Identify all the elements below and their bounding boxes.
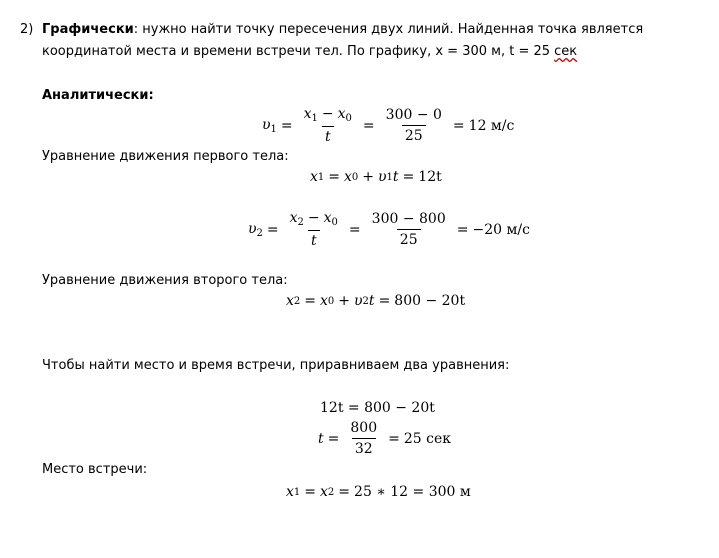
t-result: 25 сек [403,430,451,447]
place-result: 25 ∗ 12 = 300 м [354,484,471,500]
equation2-label: Уравнение движения второго тела: [42,273,288,288]
fraction-300-800-over-25: $\frac{300 - 800}{25}$ [371,211,446,248]
equation-t: t = $\frac{800}{32}$ = 25 сек [318,420,451,457]
equation-v2: $\upsilon_2$ = $\frac{x_2 - x_0}{t}$ = $\frac{300 - 800}{25}$ = −20 м/с [248,210,530,249]
equation-v1: $\upsilon_1$ = $\frac{x_1 - x_0}{t}$ = $\frac{300 - 0}{25}$ = 12 м/с [262,106,515,145]
equation-x1: x 1 = x 0 + υ 1 t = 12t [310,169,442,185]
item-number: 2) [20,22,34,37]
graphic-bold-label: Графически [42,22,134,37]
analytic-heading: Аналитически: [42,88,154,103]
equation-place: x 1 = x 2 = 25 ∗ 12 = 300 м [286,484,471,500]
graphic-line-1 [42,22,643,37]
x2-result: 800 − 20t [394,293,466,309]
v2-result: −20 м/с [472,221,530,238]
graphic-line-2 [42,44,577,59]
graphic-text-line2: координатой места и времени встречи тел. По графику, x = 300 м, t = 25 [42,44,555,59]
equation-equal: 12t = 800 − 20t [320,400,435,416]
fraction-800-over-32: $\frac{800}{32}$ [350,420,378,457]
fraction-x2-x0-over-t: $\frac{x_2 - x_0}{t}$ [289,210,338,249]
v1-result: 12 м/с [468,117,515,134]
equation1-label: Уравнение движения первого тела: [42,149,289,164]
equation-x2: x 2 = x 0 + υ 2 t = 800 − 20t [286,293,466,309]
x1-result: 12t [418,169,442,185]
meeting-label: Чтобы найти место и время встречи, приравниваем два уравнения: [42,358,510,373]
graphic-unit-sec: сек [554,44,578,59]
fraction-300-0-over-25: $\frac{300 - 0}{25}$ [385,107,442,144]
graphic-text-line1: : нужно найти точку пересечения двух линий. Найденная точка является [133,22,644,37]
fraction-x1-x0-over-t: $\frac{x_1 - x_0}{t}$ [303,106,352,145]
place-label: Место встречи: [42,462,148,477]
